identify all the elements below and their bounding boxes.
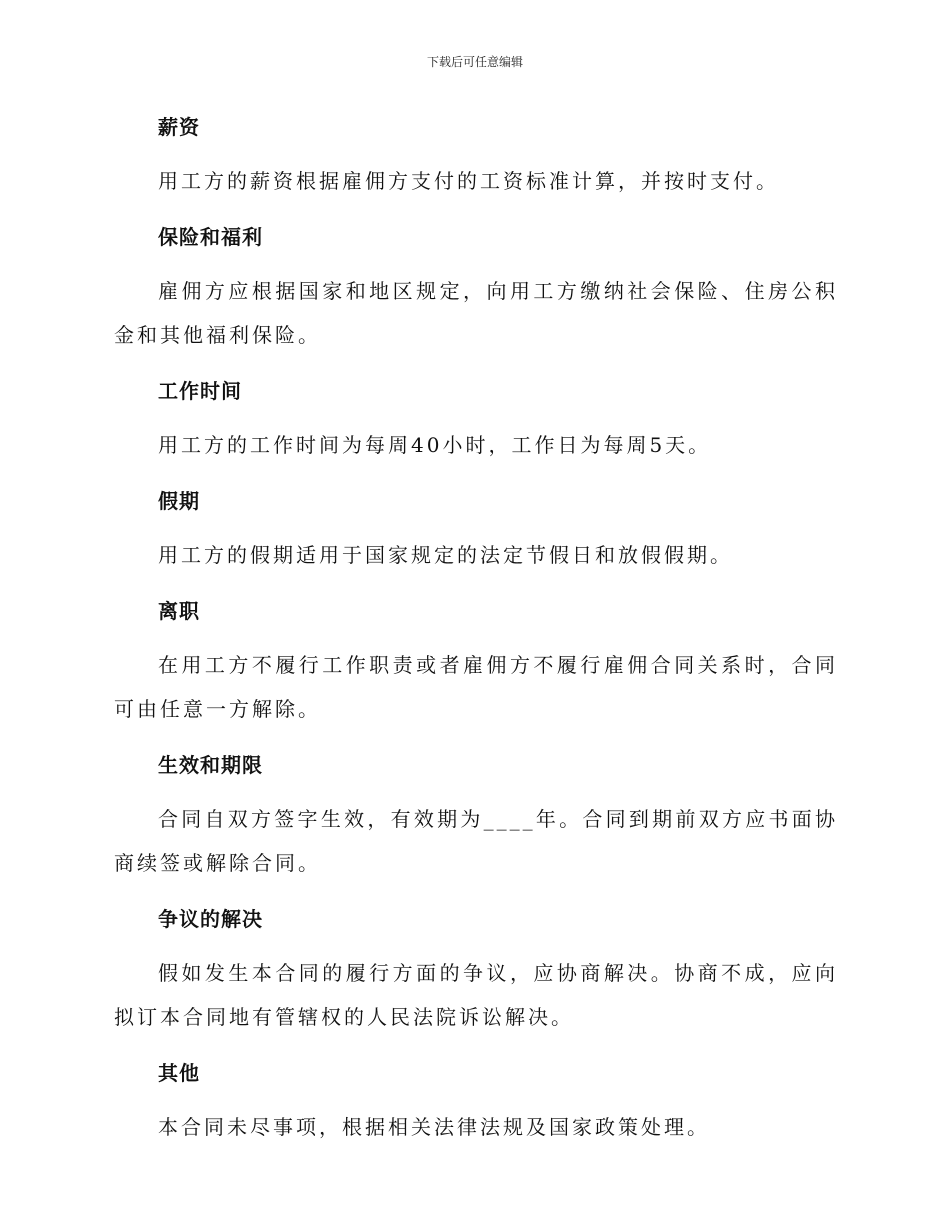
section-heading: 生效和期限 [158, 753, 263, 777]
document-body [114, 108, 838, 1164]
section-heading: 保险和福利 [158, 225, 263, 249]
section-insurance [114, 218, 838, 357]
section-heading: 薪资 [158, 115, 200, 139]
section-work-hours [114, 372, 838, 467]
section-term [114, 746, 838, 885]
section-heading: 离职 [158, 599, 200, 623]
section-heading: 争议的解决 [158, 907, 263, 931]
section-other [114, 1054, 838, 1149]
section-paragraph: 用工方的薪资根据雇佣方支付的工资标准计算，并按时支付。 [158, 169, 779, 193]
section-paragraph: 在用工方不履行工作职责或者雇佣方不履行雇佣合同关系时，合同可由任意一方解除。 [114, 653, 838, 721]
section-dispute [114, 900, 838, 1039]
section-paragraph: 本合同未尽事项，根据相关法律法规及国家政策处理。 [158, 1115, 710, 1139]
section-heading: 其他 [158, 1061, 200, 1085]
section-paragraph: 用工方的工作时间为每周40小时，工作日为每周5天。 [158, 433, 712, 457]
section-resignation [114, 592, 838, 731]
section-heading: 工作时间 [158, 379, 242, 403]
section-salary [114, 108, 838, 203]
page-header: 下载后可任意编辑 [426, 55, 523, 69]
section-paragraph: 雇佣方应根据国家和地区规定，向用工方缴纳社会保险、住房公积金和其他福利保险。 [114, 279, 838, 347]
section-holidays [114, 482, 838, 577]
section-paragraph: 合同自双方签字生效，有效期为____年。合同到期前双方应书面协商续签或解除合同。 [114, 807, 838, 875]
section-heading: 假期 [158, 489, 200, 513]
section-paragraph: 用工方的假期适用于国家规定的法定节假日和放假假期。 [158, 543, 733, 567]
section-paragraph: 假如发生本合同的履行方面的争议，应协商解决。协商不成，应向拟订本合同地有管辖权的人民法院诉讼解决。 [114, 961, 838, 1029]
